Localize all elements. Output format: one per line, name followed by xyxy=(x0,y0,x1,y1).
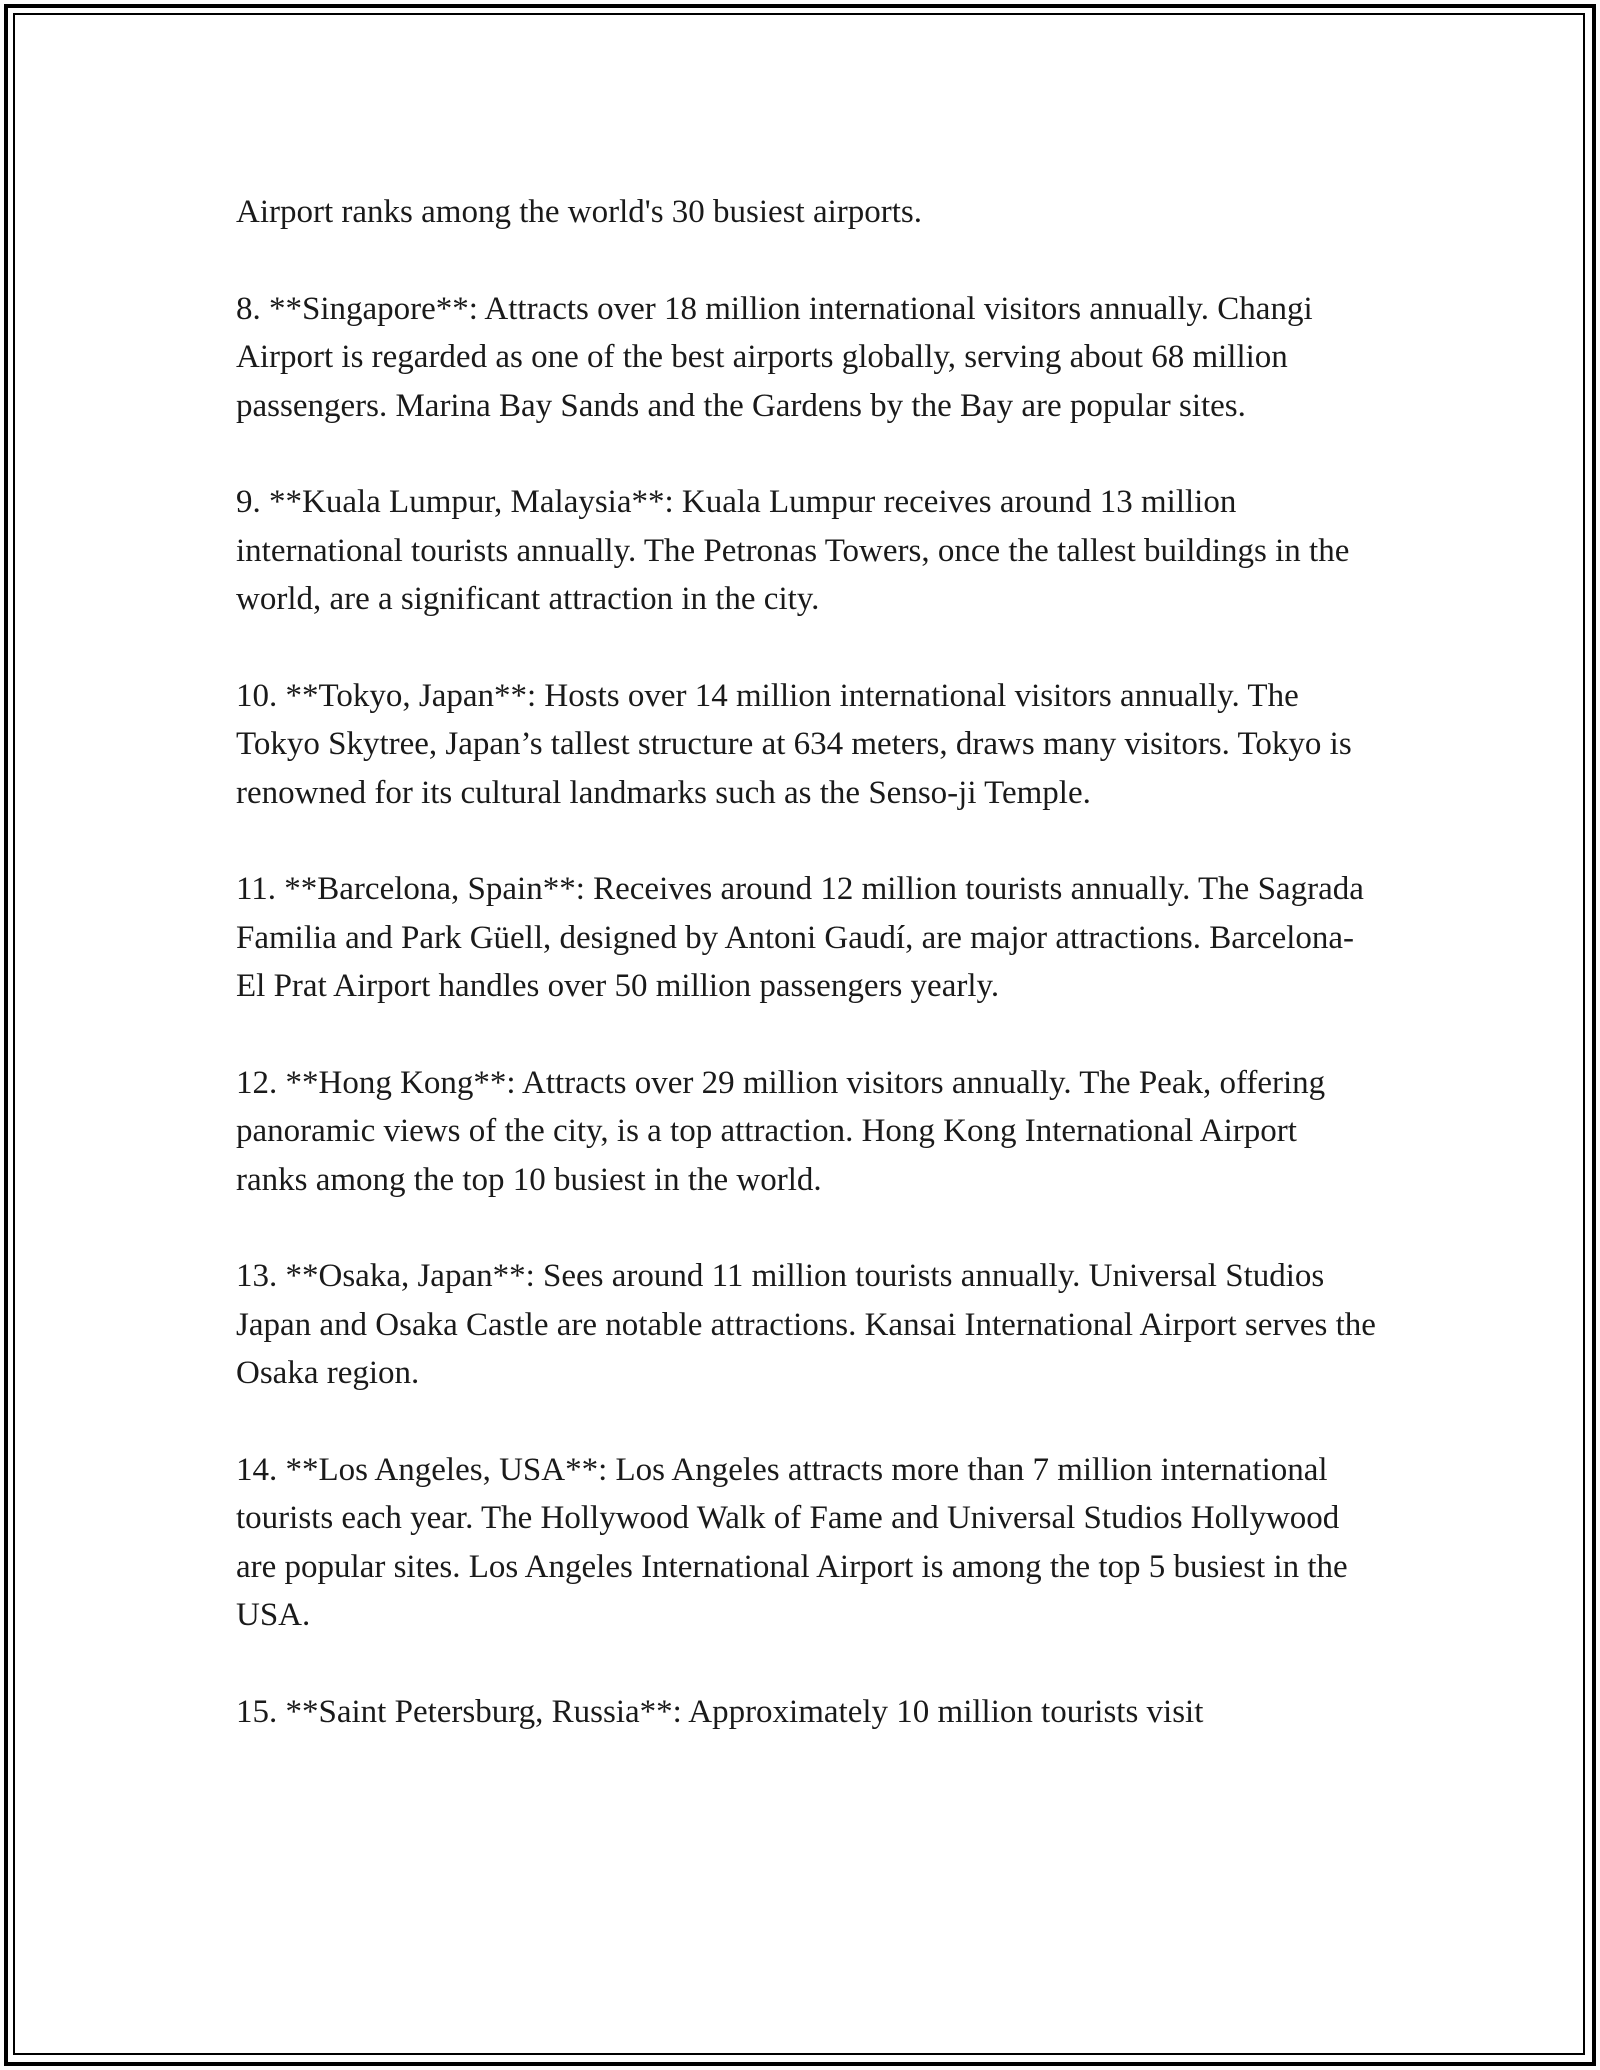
paragraph-kuala-lumpur: 9. **Kuala Lumpur, Malaysia**: Kuala Lumpur receives around 13 million international tourists annually. The Petronas Towers, once the tallest buildings in the world, are a significant attraction in the city. xyxy=(236,484,1350,617)
paragraph-hong-kong: 12. **Hong Kong**: Attracts over 29 million visitors annually. The Peak, offering panoramic views of the city, is a top attraction. Hong Kong International Airport ranks among the top 10 busiest in the world. xyxy=(236,1064,1326,1198)
paragraph-osaka: 13. **Osaka, Japan**: Sees around 11 million tourists annually. Universal Studios Japan and Osaka Castle are notable attractions. Kansai International Airport serves the Osaka region. xyxy=(236,1258,1376,1391)
paragraph-singapore: 8. **Singapore**: Attracts over 18 million international visitors annually. Changi Airport is regarded as one of the best airports globally, serving about 68 million passengers. Marina Bay Sands and the Gardens by the Bay are popular sites. xyxy=(236,290,1313,424)
paragraph-los-angeles: 14. **Los Angeles, USA**: Los Angeles attracts more than 7 million international tourists each year. The Hollywood Walk of Fame and Universal Studios Hollywood are popular sites. Los Angeles International Airport is among the top 5 busiest in the USA. xyxy=(236,1451,1348,1633)
paragraph-airport-continuation: Airport ranks among the world's 30 busiest airports. xyxy=(236,194,923,230)
paragraph-saint-petersburg: 15. **Saint Petersburg, Russia**: Approximately 10 million tourists visit xyxy=(236,1693,1204,1730)
paragraph-barcelona: 11. **Barcelona, Spain**: Receives around 12 million tourists annually. The Sagrada Familia and Park Güell, designed by Antoni Gaudí, are major attractions. Barcelona-El Prat Airport handles over 50 million passengers yearly. xyxy=(236,871,1364,1004)
document-body xyxy=(236,188,1376,1784)
paragraph-tokyo: 10. **Tokyo, Japan**: Hosts over 14 million international visitors annually. The Tokyo Skytree, Japan’s tallest structure at 634 meters, draws many visitors. Tokyo is renowned for its cultural landmarks such as the Senso-ji Temple. xyxy=(236,677,1352,811)
